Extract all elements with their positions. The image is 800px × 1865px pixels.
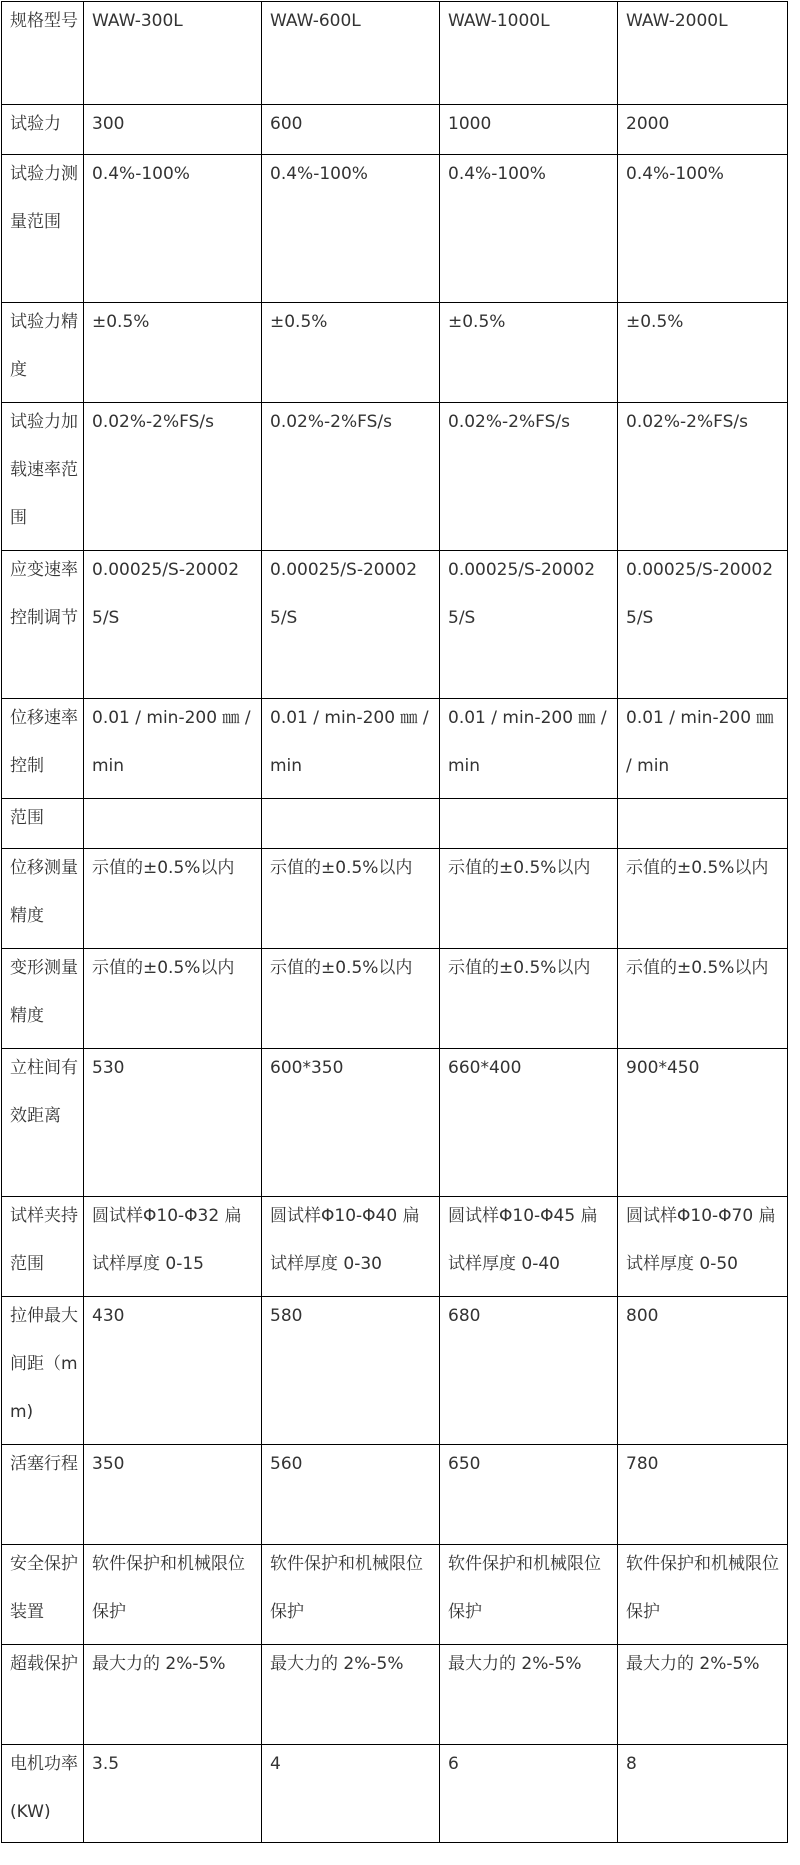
value-cell — [84, 551, 262, 699]
row-label: 试样夹持范围 — [10, 1206, 78, 1274]
value-cell — [618, 1645, 788, 1745]
table-row — [2, 403, 788, 551]
value-cell — [440, 1645, 618, 1745]
cell-value: 0.4%-100% — [626, 164, 724, 184]
row-label: 活塞行程 — [10, 1454, 78, 1474]
row-label: 超载保护 — [10, 1654, 78, 1674]
cell-value: WAW-1000L — [448, 11, 550, 31]
row-label-cell — [2, 303, 84, 403]
value-cell — [440, 2, 618, 105]
value-cell — [618, 799, 788, 849]
value-cell — [440, 303, 618, 403]
value-cell — [440, 1197, 618, 1297]
value-cell — [262, 1545, 440, 1645]
value-cell — [440, 155, 618, 303]
cell-value: 圆试样Φ10-Φ40 扁试样厚度 0-30 — [270, 1206, 420, 1274]
cell-value: 最大力的 2%-5% — [626, 1654, 760, 1674]
cell-value: 示值的±0.5%以内 — [448, 858, 591, 878]
value-cell — [84, 1545, 262, 1645]
value-cell — [440, 699, 618, 799]
value-cell — [84, 699, 262, 799]
row-label: 安全保护装置 — [10, 1554, 78, 1622]
value-cell — [618, 303, 788, 403]
value-cell — [618, 155, 788, 303]
value-cell — [84, 1645, 262, 1745]
row-label: 拉伸最大间距（mm) — [10, 1306, 78, 1422]
value-cell — [618, 949, 788, 1049]
table-row — [2, 105, 788, 155]
table-row — [2, 551, 788, 699]
cell-value: 6 — [448, 1754, 459, 1774]
value-cell — [440, 799, 618, 849]
table-row — [2, 1445, 788, 1545]
value-cell — [84, 1197, 262, 1297]
cell-value: 最大力的 2%-5% — [448, 1654, 582, 1674]
value-cell — [84, 949, 262, 1049]
cell-value: 660*400 — [448, 1058, 522, 1078]
value-cell — [262, 105, 440, 155]
row-label: 试验力加载速率范围 — [10, 412, 78, 528]
cell-value: 软件保护和机械限位保护 — [270, 1554, 423, 1622]
row-label: 电机功率 (KW) — [10, 1754, 78, 1822]
value-cell — [262, 799, 440, 849]
value-cell — [618, 699, 788, 799]
value-cell — [618, 1545, 788, 1645]
cell-value: 0.02%-2%FS/s — [448, 412, 570, 432]
cell-value: 0.02%-2%FS/s — [270, 412, 392, 432]
cell-value: 圆试样Φ10-Φ45 扁试样厚度 0-40 — [448, 1206, 598, 1274]
table-row — [2, 1645, 788, 1745]
table-row — [2, 1297, 788, 1445]
cell-value: 圆试样Φ10-Φ32 扁试样厚度 0-15 — [92, 1206, 242, 1274]
value-cell — [84, 403, 262, 551]
row-label: 位移测量精度 — [10, 858, 78, 926]
value-cell — [618, 105, 788, 155]
row-label: 立柱间有效距离 — [10, 1058, 78, 1126]
value-cell — [84, 1745, 262, 1843]
cell-value: 示值的±0.5%以内 — [92, 858, 235, 878]
cell-value: WAW-600L — [270, 11, 361, 31]
value-cell — [84, 155, 262, 303]
row-label-cell — [2, 1645, 84, 1745]
table-row — [2, 1197, 788, 1297]
cell-value: 1000 — [448, 114, 492, 134]
cell-value: WAW-2000L — [626, 11, 728, 31]
row-label-cell — [2, 1049, 84, 1197]
row-label: 范围 — [10, 808, 44, 828]
value-cell — [262, 2, 440, 105]
table-row — [2, 1745, 788, 1843]
cell-value: 示值的±0.5%以内 — [270, 958, 413, 978]
row-label-cell — [2, 699, 84, 799]
value-cell — [440, 1297, 618, 1445]
cell-value: ±0.5% — [92, 312, 150, 332]
value-cell — [440, 551, 618, 699]
value-cell — [84, 799, 262, 849]
value-cell — [262, 849, 440, 949]
row-label: 试验力精度 — [10, 312, 78, 380]
cell-value: 0.00025/S-200025/S — [448, 560, 596, 628]
row-label: 变形测量精度 — [10, 958, 78, 1026]
value-cell — [440, 1545, 618, 1645]
value-cell — [262, 403, 440, 551]
table-row — [2, 303, 788, 403]
value-cell — [262, 1197, 440, 1297]
cell-value: 900*450 — [626, 1058, 700, 1078]
row-label: 位移速率控制 — [10, 708, 78, 776]
row-label-cell — [2, 849, 84, 949]
table-row — [2, 1545, 788, 1645]
row-label-cell — [2, 1197, 84, 1297]
cell-value: 软件保护和机械限位保护 — [92, 1554, 245, 1622]
table-row — [2, 155, 788, 303]
value-cell — [262, 551, 440, 699]
cell-value: 0.01 / min-200 ㎜ / min — [92, 708, 251, 776]
value-cell — [618, 1445, 788, 1545]
row-label: 规格型号 — [10, 11, 78, 31]
row-label-cell — [2, 1545, 84, 1645]
cell-value: 0.00025/S-200025/S — [270, 560, 418, 628]
cell-value: 430 — [92, 1306, 125, 1326]
cell-value: 示值的±0.5%以内 — [92, 958, 235, 978]
cell-value: 圆试样Φ10-Φ70 扁试样厚度 0-50 — [626, 1206, 776, 1274]
cell-value: 最大力的 2%-5% — [270, 1654, 404, 1674]
cell-value: 0.01 / min-200 ㎜ / min — [626, 708, 774, 776]
cell-value: 示值的±0.5%以内 — [626, 958, 769, 978]
value-cell — [262, 1445, 440, 1545]
cell-value: 0.00025/S-200025/S — [626, 560, 774, 628]
value-cell — [84, 1049, 262, 1197]
value-cell — [618, 551, 788, 699]
value-cell — [84, 2, 262, 105]
cell-value: 最大力的 2%-5% — [92, 1654, 226, 1674]
value-cell — [84, 303, 262, 403]
cell-value: 0.4%-100% — [92, 164, 190, 184]
row-label: 试验力 — [10, 114, 61, 134]
table-row — [2, 799, 788, 849]
cell-value: 800 — [626, 1306, 659, 1326]
value-cell — [84, 105, 262, 155]
cell-value: 600*350 — [270, 1058, 344, 1078]
cell-value: 0.01 / min-200 ㎜ / min — [270, 708, 429, 776]
cell-value: 680 — [448, 1306, 481, 1326]
value-cell — [440, 849, 618, 949]
cell-value: 650 — [448, 1454, 481, 1474]
cell-value: ±0.5% — [448, 312, 506, 332]
row-label-cell — [2, 1445, 84, 1545]
value-cell — [262, 1645, 440, 1745]
cell-value: WAW-300L — [92, 11, 183, 31]
cell-value: 0.4%-100% — [270, 164, 368, 184]
value-cell — [262, 1297, 440, 1445]
value-cell — [440, 949, 618, 1049]
value-cell — [440, 1445, 618, 1545]
cell-value: 示值的±0.5%以内 — [270, 858, 413, 878]
row-label-cell — [2, 1745, 84, 1843]
table-row — [2, 1049, 788, 1197]
row-label-cell — [2, 949, 84, 1049]
row-label-cell — [2, 551, 84, 699]
row-label-cell — [2, 799, 84, 849]
table-row — [2, 949, 788, 1049]
cell-value: 0.00025/S-200025/S — [92, 560, 240, 628]
value-cell — [262, 699, 440, 799]
table-row — [2, 2, 788, 105]
cell-value: ±0.5% — [626, 312, 684, 332]
value-cell — [262, 1745, 440, 1843]
cell-value: 软件保护和机械限位保护 — [448, 1554, 601, 1622]
value-cell — [440, 105, 618, 155]
value-cell — [618, 1297, 788, 1445]
value-cell — [440, 1049, 618, 1197]
value-cell — [618, 403, 788, 551]
row-label: 应变速率控制调节 — [10, 560, 78, 628]
specification-table-body — [2, 2, 788, 1843]
cell-value: 4 — [270, 1754, 281, 1774]
value-cell — [84, 849, 262, 949]
value-cell — [440, 1745, 618, 1843]
row-label-cell — [2, 1297, 84, 1445]
row-label-cell — [2, 403, 84, 551]
value-cell — [440, 403, 618, 551]
value-cell — [262, 1049, 440, 1197]
cell-value: ±0.5% — [270, 312, 328, 332]
cell-value: 530 — [92, 1058, 125, 1078]
cell-value: 600 — [270, 114, 303, 134]
value-cell — [84, 1445, 262, 1545]
cell-value: 580 — [270, 1306, 303, 1326]
row-label-cell — [2, 2, 84, 105]
value-cell — [618, 1049, 788, 1197]
cell-value: 780 — [626, 1454, 659, 1474]
cell-value: 0.01 / min-200 ㎜ / min — [448, 708, 607, 776]
value-cell — [618, 2, 788, 105]
value-cell — [262, 303, 440, 403]
cell-value: 示值的±0.5%以内 — [448, 958, 591, 978]
value-cell — [84, 1297, 262, 1445]
row-label-cell — [2, 105, 84, 155]
cell-value: 0.02%-2%FS/s — [626, 412, 748, 432]
cell-value: 560 — [270, 1454, 303, 1474]
cell-value: 2000 — [626, 114, 670, 134]
row-label-cell — [2, 155, 84, 303]
value-cell — [618, 1745, 788, 1843]
cell-value: 8 — [626, 1754, 637, 1774]
cell-value: 0.02%-2%FS/s — [92, 412, 214, 432]
specification-table — [1, 1, 788, 1843]
cell-value: 350 — [92, 1454, 125, 1474]
table-row — [2, 699, 788, 799]
value-cell — [618, 1197, 788, 1297]
value-cell — [262, 155, 440, 303]
table-row — [2, 849, 788, 949]
value-cell — [262, 949, 440, 1049]
cell-value: 软件保护和机械限位保护 — [626, 1554, 779, 1622]
cell-value: 0.4%-100% — [448, 164, 546, 184]
cell-value: 300 — [92, 114, 125, 134]
row-label: 试验力测量范围 — [10, 164, 78, 232]
cell-value: 示值的±0.5%以内 — [626, 858, 769, 878]
cell-value: 3.5 — [92, 1754, 120, 1774]
value-cell — [618, 849, 788, 949]
